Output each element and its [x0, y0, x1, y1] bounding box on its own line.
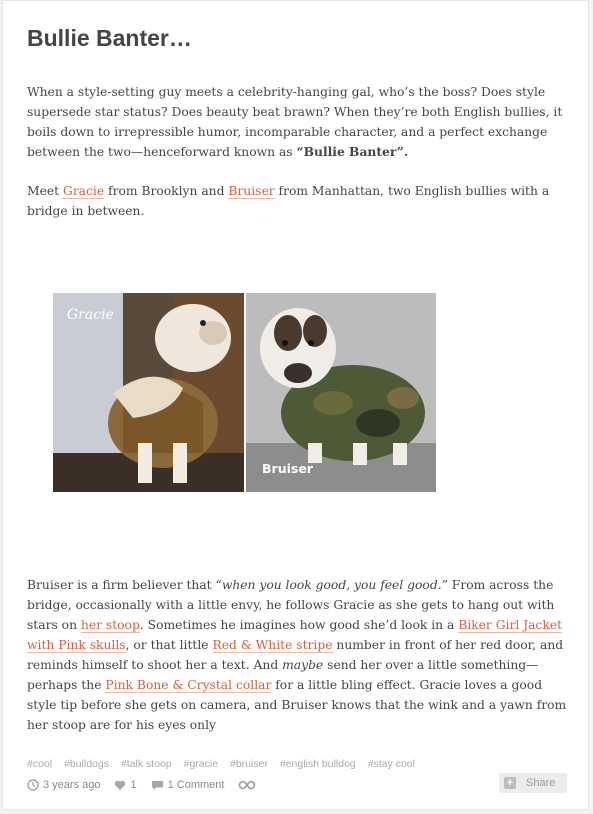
plus-icon: + [504, 777, 516, 789]
story-text-4: , or that little [125, 638, 213, 652]
comment-count: 1 Comment [167, 779, 225, 791]
post-title: Bullie Banter… [27, 25, 192, 51]
bulldogs-photo [53, 293, 436, 492]
tag-link[interactable]: #talk stoop [120, 758, 172, 770]
story-paragraph [27, 575, 567, 735]
tag-list [27, 758, 424, 770]
tag-link[interactable]: #cool [27, 758, 53, 770]
blog-post [2, 0, 589, 810]
intro-strong: “Bullie Banter”. [296, 144, 409, 159]
comment-icon [151, 780, 164, 791]
tag-link[interactable]: #english bulldog [279, 758, 356, 770]
gracie-link[interactable]: Gracie [63, 184, 105, 198]
tag-link[interactable]: #stay cool [367, 758, 415, 770]
story-text-6: send her over a little something—perhaps the [27, 658, 539, 692]
timestamp-text: 3 years ago [43, 779, 101, 791]
post-meta [27, 777, 274, 793]
timestamp[interactable] [27, 779, 100, 791]
intro-text: When a style-setting guy meets a celebrity-hanging gal, who’s the boss? Does style supersede star status? Does beauty beat brawn? When they’re both English bullies, it boils down to irrepressible humor, incomparable character, and a perfect exchange between the two—henceforward known as [27, 85, 563, 159]
intro-paragraph [27, 82, 567, 162]
like-count: 1 [130, 779, 137, 791]
story-text-1: Bruiser is a firm believer that [27, 578, 216, 592]
story-text-3: . Sometimes he imagines how good she’d look in a [139, 618, 459, 632]
photo-label-right: Bruiser [262, 461, 313, 476]
meet-text-3: from Manhattan, two English bullies with a bridge in between. [27, 184, 550, 218]
photo-label-left: Gracie [67, 307, 114, 323]
meet-text-1: Meet [27, 184, 63, 198]
meet-paragraph [27, 181, 567, 221]
share-button[interactable] [499, 773, 567, 793]
tag-link[interactable]: #bulldogs [64, 758, 109, 770]
story-quote: “when you look good, you feel good.” [215, 578, 448, 592]
like-button[interactable] [114, 779, 136, 791]
clock-icon [27, 779, 39, 791]
bruiser-link[interactable]: Bruiser [228, 184, 275, 198]
tag-link[interactable]: #gracie [183, 758, 219, 770]
meet-text-2: from Brooklyn and [104, 184, 229, 198]
story-maybe: maybe [282, 658, 324, 672]
heart-icon [114, 780, 126, 791]
share-label: Share [526, 777, 556, 789]
red-white-stripe-link[interactable]: Red & White stripe [212, 638, 333, 652]
story-text-5: number in front of her red door, and reminds himself to shoot her a text. And [27, 638, 564, 672]
tag-link[interactable]: #bruiser [230, 758, 268, 770]
pink-bone-collar-link[interactable]: Pink Bone & Crystal collar [105, 678, 272, 692]
story-text-2: From across the bridge, occasionally with a little envy, he follows Gracie as she gets to hang out with stars on [27, 578, 555, 632]
biker-jacket-link[interactable]: Biker Girl Jacket with Pink skulls [27, 618, 563, 652]
link-icon [238, 780, 256, 790]
story-text-7: for a little bling effect. Gracie loves a good style tip before she gets on camera, and Bruiser knows that the wink and a yawn from her stoop are for his eyes only [27, 678, 567, 732]
her-stoop-link[interactable]: her stoop [80, 618, 140, 632]
comments-link[interactable] [151, 779, 225, 791]
permalink-button[interactable] [238, 780, 260, 790]
